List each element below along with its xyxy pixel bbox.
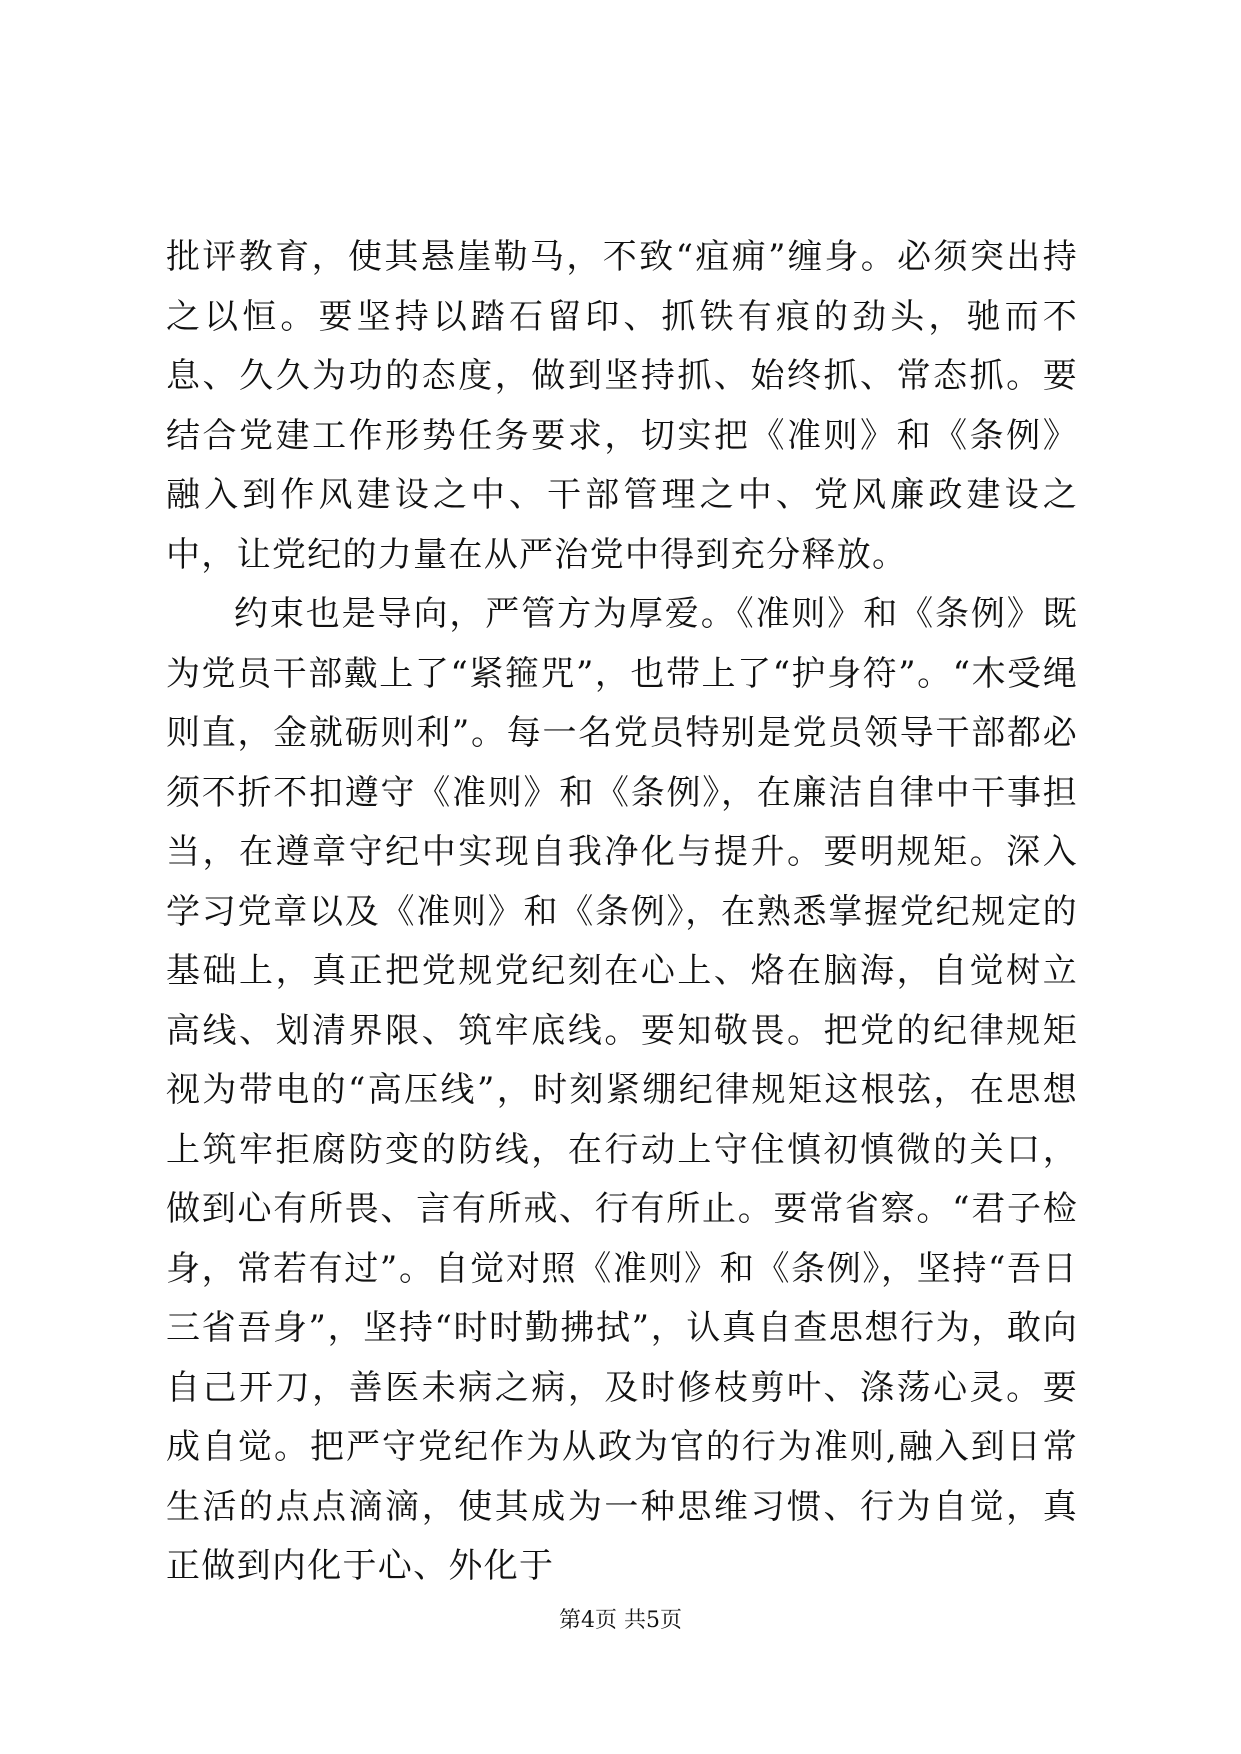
page-footer: 第4页 共5页 bbox=[559, 1608, 682, 1633]
paragraph-2: 约束也是导向，严管方为厚爱。《准则》和《条例》既为党员干部戴上了“紧箍咒”，也带上了“护身符”。“木受绳则直，金就砺则利”。每一名党员特别是党员领导干部都必须不折不扣遵守《准则》和《条例》，在廉洁自律中干事担当，在遵章守纪中实现自我净化与提升。要明规矩。深入学习党章以及《准则》和《条例》，在熟悉掌握党纪规定的基础上，真正把党规党纪刻在心上、烙在脑海，自觉树立高线、划清界限、筑牢底线。要知敬畏。把党的纪律规矩视为带电的“高压线”，时刻紧绷纪律规矩这根弦，在思想上筑牢拒腐防变的防线，在行动上守住慎初慎微的关口，做到心有所畏、言有所戒、行有所止。要常省察。“君子检身，常若有过”。自觉对照《准则》和《条例》，坚持“吾日三省吾身”，坚持“时时勤拂拭”，认真自查思想行为，敢向自己开刀，善医未病之病，及时修枝剪叶、涤荡心灵。要成自觉。把严守党纪作为从政为官的行为准则,融入到日常生活的点点滴滴，使其成为一种思维习惯、行为自觉，真正做到内化于心、外化于 bbox=[166, 594, 1078, 1586]
paragraph-1: 批评教育，使其悬崖勒马，不致“疽痈”缠身。必须突出持之以恒。要坚持以踏石留印、抓铁有痕的劲头，驰而不息、久久为功的态度，做到坚持抓、始终抓、常态抓。要结合党建工作形势任务要求，切实把《准则》和《条例》融入到作风建设之中、干部管理之中、党风廉政建设之中，让党纪的力量在从严治党中得到充分释放。 bbox=[166, 237, 1078, 575]
document-body bbox=[166, 228, 1078, 1597]
